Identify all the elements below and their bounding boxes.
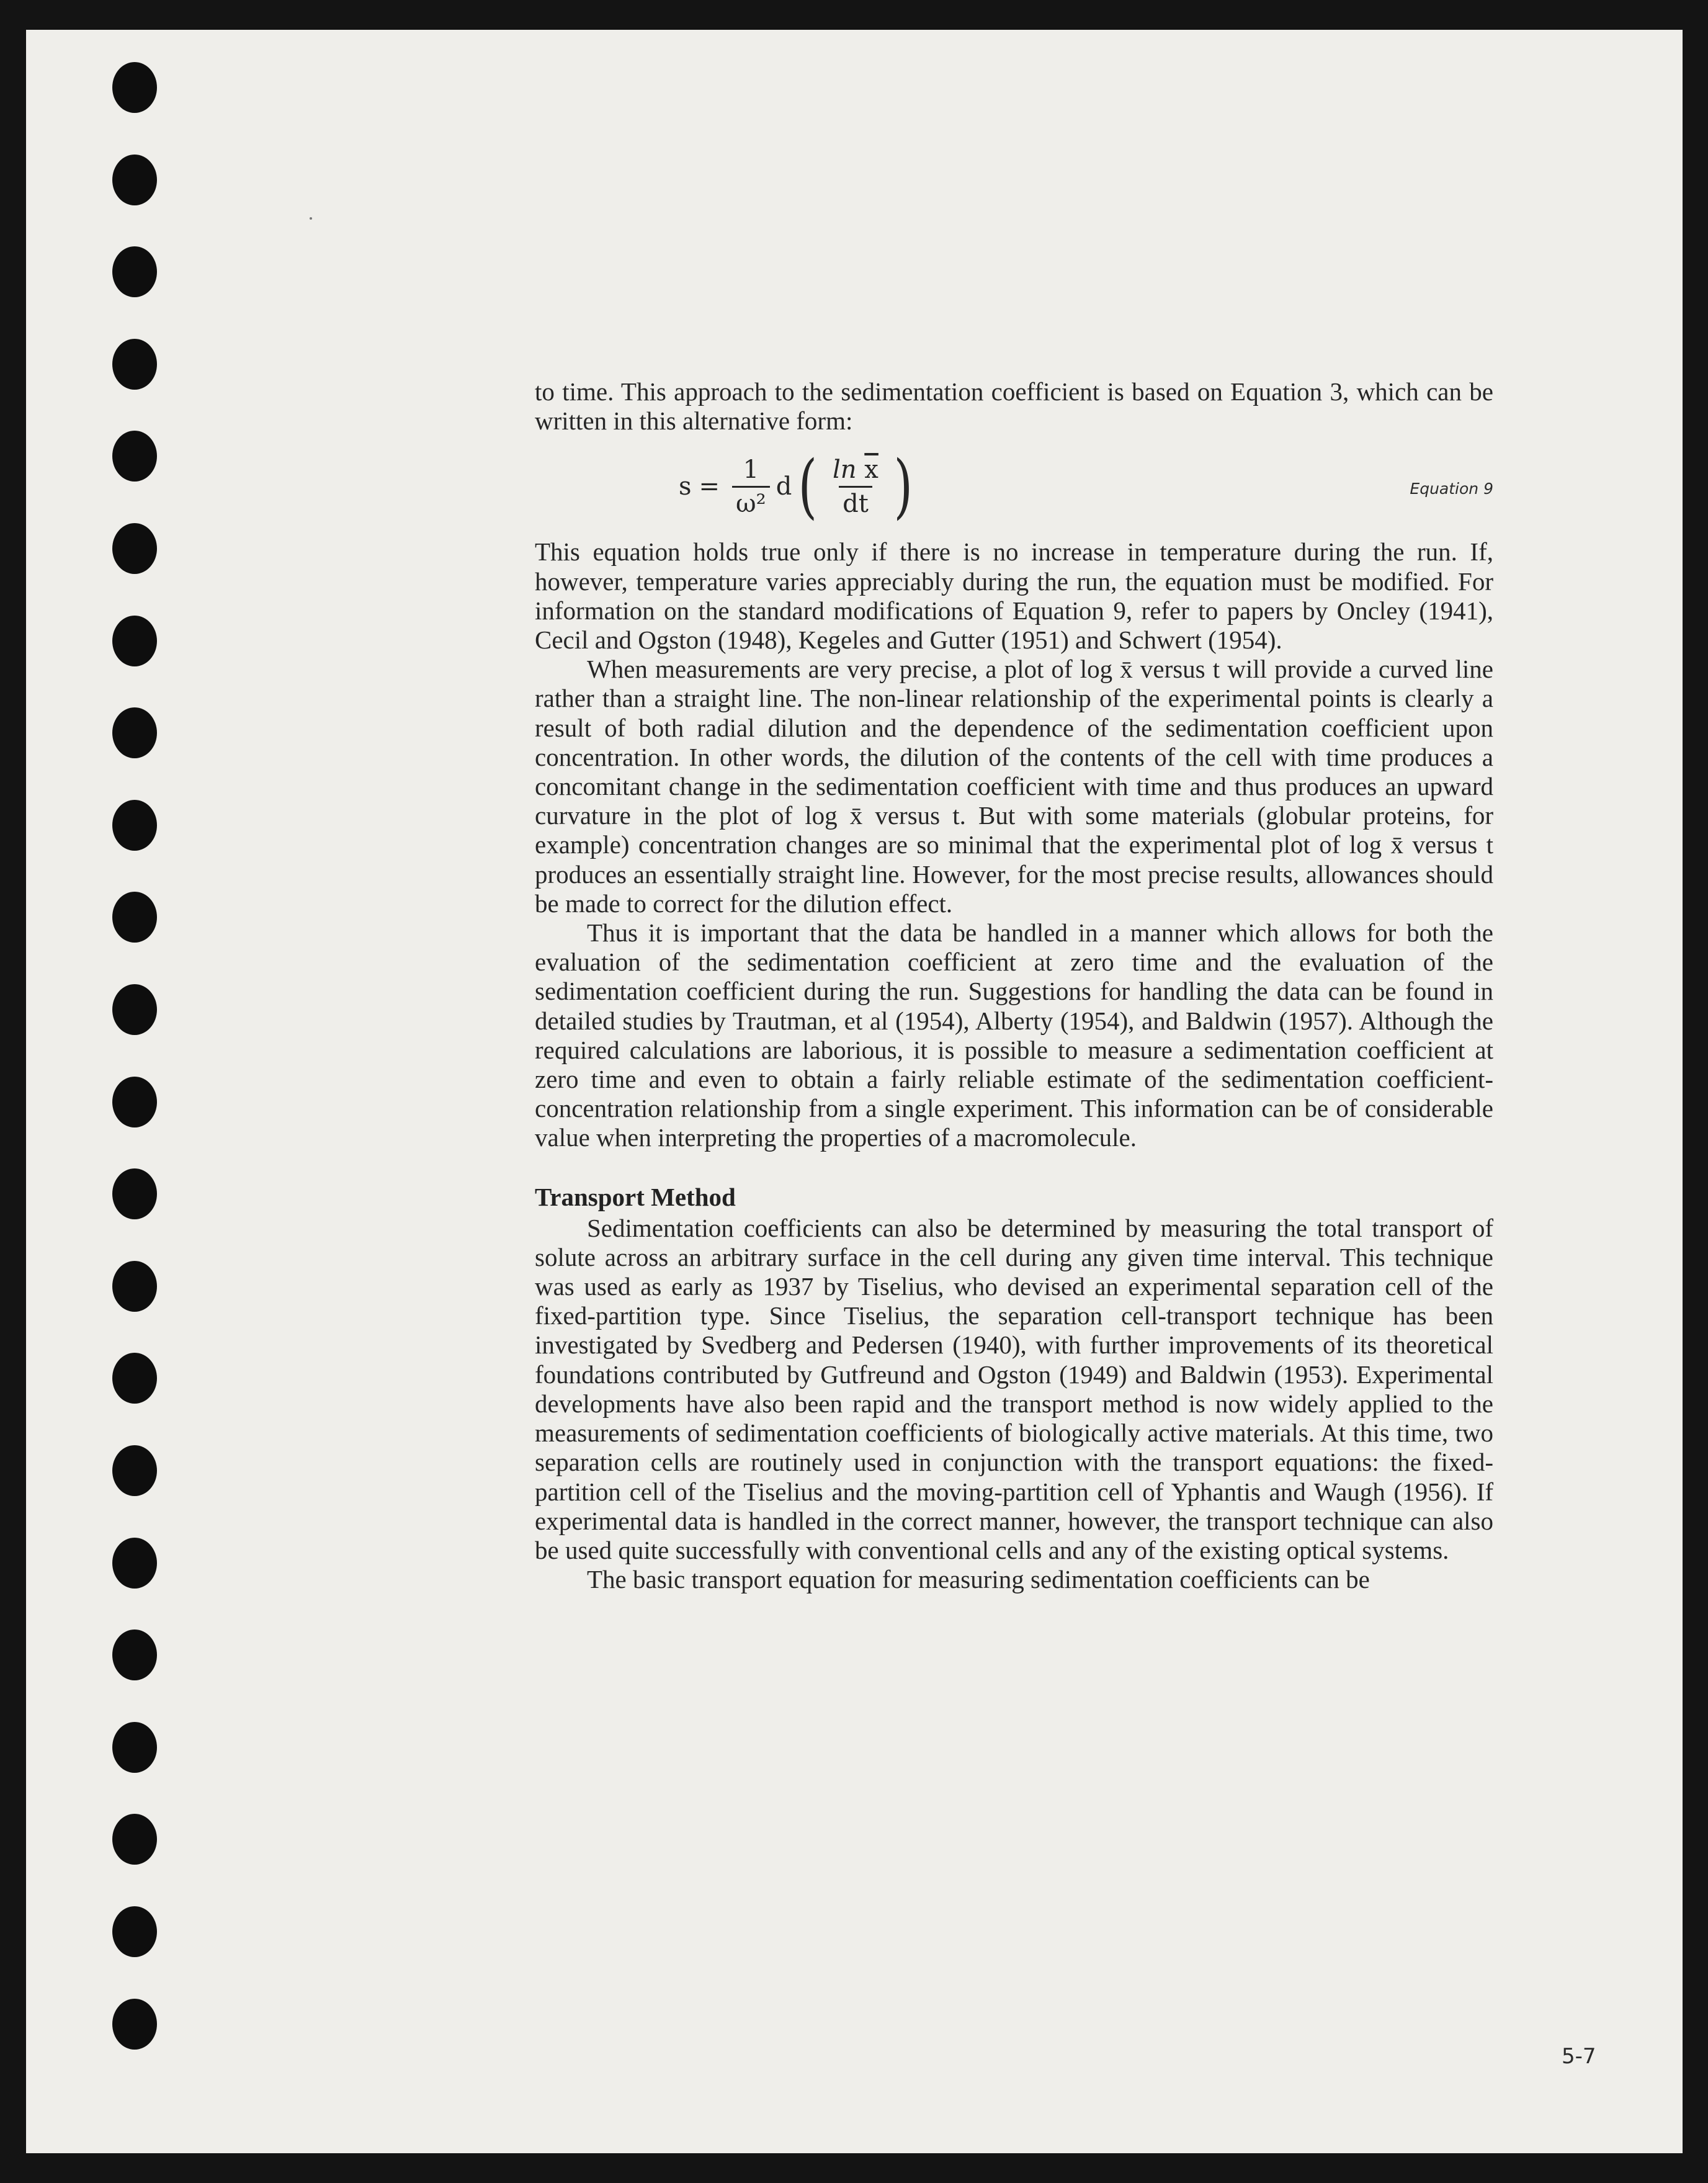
- eq-equals: =: [699, 472, 720, 501]
- paragraph-transport: Sedimentation coefficients can also be determined by measuring the total transport of solute across an arbitrary surface in the cell during any given time interval. This technique was used as early as 1937 by Tiselius, who devised an experimental separation cell of the fixed-partition type. Since Tiselius, the separation cell-transport technique has been investigated by Svedberg and Pedersen (1940), with further improvements of its theoretical foundations contributed by Gutfreund and Ogston (1949) and Baldwin (1953). Experimental developments have also been rapid and the transport method is now widely applied to the measurements of sedimentation coefficients of biologically active materials. At this time, two separation cells are routinely used in conjunction with the transport equations: the fixed-partition cell of the Tiselius and the moving-partition cell of Yphantis and Waugh (1956). If experimental data is handled in the correct manner, however, the transport technique can also be used quite successfully with conventional cells and any of the existing optical systems.: [535, 1213, 1493, 1564]
- eq-fraction-inner: [829, 455, 882, 519]
- binder-hole: [112, 339, 157, 390]
- eq-operator: d: [776, 472, 792, 501]
- binder-hole: [112, 1906, 157, 1957]
- eq-fraction-outer: [732, 455, 770, 519]
- binder-hole: [112, 1629, 157, 1680]
- binder-hole: [112, 1445, 157, 1496]
- binder-hole: [112, 1261, 157, 1312]
- eq-frac-denominator: ω²: [732, 486, 770, 519]
- page-number: 5-7: [1562, 2044, 1596, 2069]
- paragraph-intro: to time. This approach to the sedimentation coefficient is based on Equation 3, which can be written in this alternative form:: [535, 377, 1493, 436]
- eq-inner-numerator: [829, 455, 882, 486]
- eq-x-bar: $\overline{x}$: [864, 455, 879, 484]
- binder-hole: [112, 431, 157, 482]
- eq-inner-denominator: dt: [839, 486, 872, 519]
- section-heading: Transport Method: [535, 1182, 736, 1211]
- paper-speck: [310, 217, 312, 220]
- equation-math: [679, 441, 919, 532]
- binder-hole: [112, 1168, 157, 1219]
- page-sheet: [26, 30, 1683, 2153]
- eq-paren-open: (: [798, 446, 818, 527]
- paragraph-data-handling: Thus it is important that the data be handled in a manner which allows for both the evaluation of the sedimentation coefficient at zero time and the evaluation of the sedimentation coefficient during the run. Suggestions for handling the data can be found in detailed studies by Trautman, et al (1954), Alberty (1954), and Baldwin (1957). Although the required calculations are laborious, it is possible to measure a sedimentation coefficient at zero time and even to obtain a fairly reliable estimate of the sedimentation coefficient-concentration relationship from a single experiment. This information can be of considerable value when interpreting the properties of a macromolecule.: [535, 918, 1493, 1152]
- binder-hole: [112, 1722, 157, 1773]
- binder-hole: [112, 1077, 157, 1127]
- binder-hole: [112, 984, 157, 1035]
- eq-ln: ln: [833, 455, 857, 484]
- eq-lhs: s: [679, 472, 692, 501]
- binder-hole: [112, 1538, 157, 1589]
- eq-frac-numerator: 1: [743, 455, 759, 484]
- binder-hole: [112, 616, 157, 666]
- binder-hole: [112, 892, 157, 943]
- binder-hole: [112, 1999, 157, 2050]
- equation-label: Equation 9: [1410, 480, 1493, 498]
- binder-hole: [112, 1353, 157, 1404]
- binder-hole: [112, 800, 157, 851]
- body-text: [535, 377, 1493, 1594]
- equation-9: [535, 441, 1493, 532]
- binder-hole: [112, 62, 157, 113]
- binder-hole: [112, 707, 157, 758]
- paragraph-basic-equation: The basic transport equation for measuring sedimentation coefficients can be: [587, 1565, 1370, 1594]
- binder-hole: [112, 523, 157, 574]
- paragraph-equation-validity: This equation holds true only if there is no increase in temperature during the run. If, however, temperature varies appreciably during the run, the equation must be modified. For information on the standard modifications of Equation 9, refer to papers by Oncley (1941), Cecil and Ogston (1948), Kegeles and Gutter (1951) and Schwert (1954).: [535, 537, 1493, 655]
- binder-hole: [112, 246, 157, 297]
- paragraph-measurements: When measurements are very precise, a plot of log x̄ versus t will provide a curved line rather than a straight line. The non-linear relationship of the experimental points is clearly a result of both radial dilution and the dependence of the sedimentation coefficient upon concentration. In other words, the dilution of the contents of the cell with time produces a concomitant change in the sedimentation coefficient with time and thus produces an upward curvature in the plot of log x̄ versus t. But with some materials (globular proteins, for example) concentration changes are so minimal that the experimental plot of log x̄ versus t produces an essentially straight line. However, for the most precise results, allowances should be made to correct for the dilution effect.: [535, 655, 1493, 918]
- eq-paren-close: ): [893, 446, 913, 527]
- binder-hole: [112, 1814, 157, 1865]
- binder-hole: [112, 155, 157, 205]
